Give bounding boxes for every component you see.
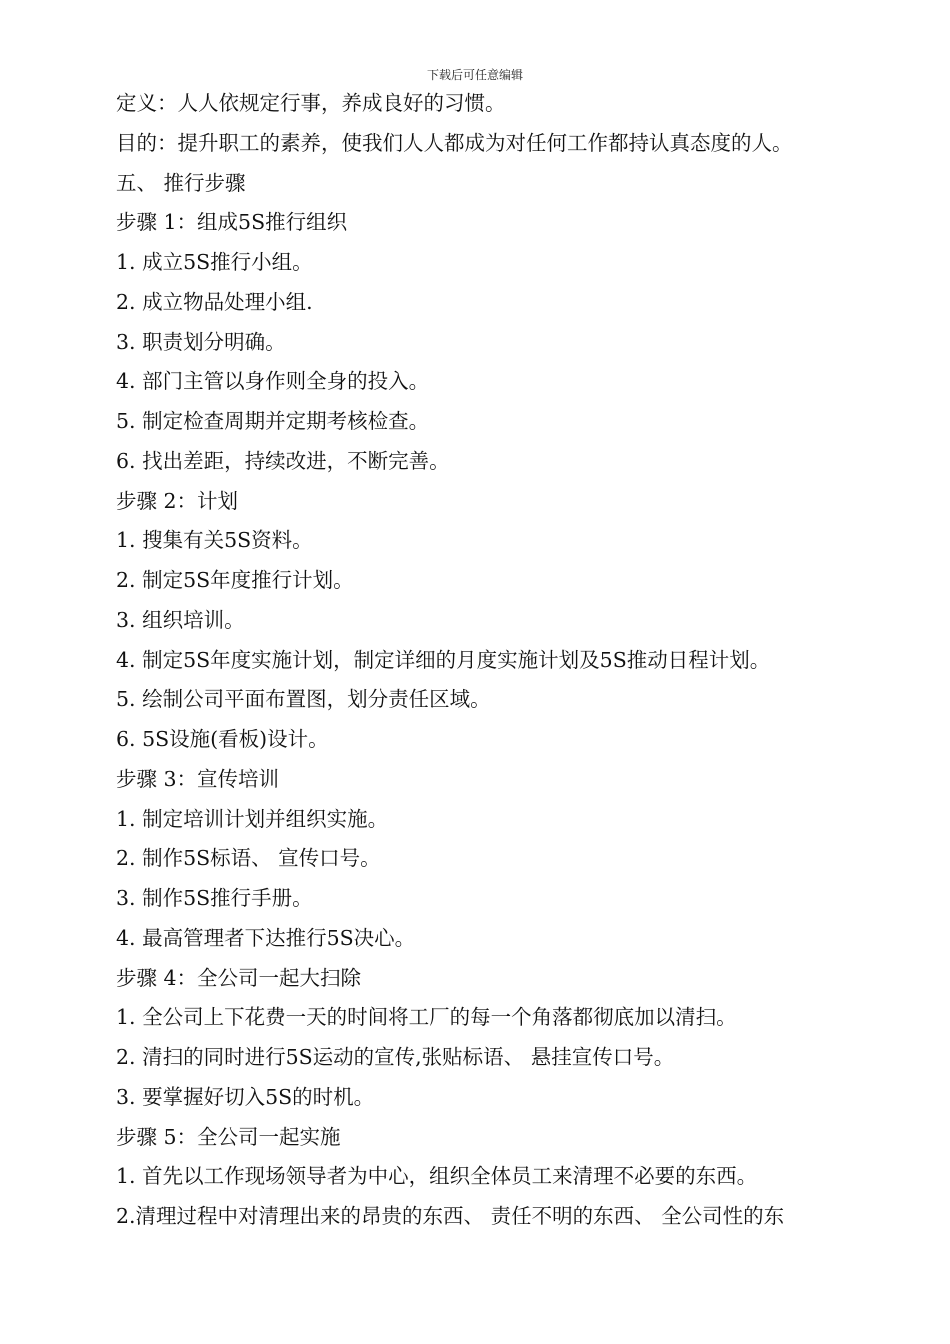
list-item: 4. 制定5S年度实施计划，制定详细的月度实施计划及5S推动日程计划。: [116, 647, 771, 672]
list-item: 1. 首先以工作现场领导者为中心，组织全体员工来清理不必要的东西。: [116, 1164, 758, 1189]
list-item: 5. 制定检查周期并定期考核检查。: [116, 409, 430, 433]
text-line-purpose: 目的：提升职工的素养，使我们人人都成为对任何工作都持认真态度的人。: [116, 130, 793, 155]
text-line-definition: 定义：人人依规定行事，养成良好的习惯。: [116, 91, 506, 115]
list-item: 3. 要掌握好切入5S的时机。: [116, 1084, 375, 1109]
list-item: 6. 5S设施(看板)设计。: [116, 727, 329, 751]
list-item: 4. 部门主管以身作则全身的投入。: [116, 369, 430, 394]
list-item: 6. 找出差距，持续改进，不断完善。: [116, 448, 450, 473]
list-item: 2. 成立物品处理小组.: [116, 289, 313, 314]
step-heading: 步骤 4：全公司一起大扫除: [116, 965, 362, 990]
list-item: 3. 制作5S推行手册。: [116, 886, 313, 910]
step-heading: 步骤 3：宣传培训: [116, 766, 280, 791]
list-item: 2.清理过程中对清理出来的昂贵的东西、 责任不明的东西、 全公司性的东: [116, 1204, 785, 1228]
list-item: 2. 制定5S年度推行计划。: [116, 568, 354, 592]
list-item: 1. 搜集有关5S资料。: [116, 528, 313, 553]
list-item: 5. 绘制公司平面布置图，划分责任区域。: [116, 687, 491, 712]
step-heading: 步骤 2：计划: [116, 488, 239, 513]
step-heading: 步骤 5：全公司一起实施: [116, 1124, 341, 1149]
list-item: 1. 全公司上下花费一天的时间将工厂的每一个角落都彻底加以清扫。: [116, 1005, 737, 1030]
list-item: 3. 组织培训。: [116, 607, 245, 632]
list-item: 4. 最高管理者下达推行5S决心。: [116, 925, 416, 950]
list-item: 1. 制定培训计划并组织实施。: [116, 806, 389, 831]
document-body: [116, 84, 916, 1237]
list-item: 2. 清扫的同时进行5S运动的宣传,张贴标语、 悬挂宣传口号。: [116, 1045, 675, 1069]
list-item: 3. 职责划分明确。: [116, 329, 286, 354]
list-item: 1. 成立5S推行小组。: [116, 250, 313, 274]
page-header: 下载后可任意编辑: [426, 68, 523, 82]
section-heading: 五、 推行步骤: [116, 170, 246, 195]
list-item: 2. 制作5S标语、 宣传口号。: [116, 846, 381, 871]
step-heading: 步骤 1：组成5S推行组织: [116, 210, 348, 235]
